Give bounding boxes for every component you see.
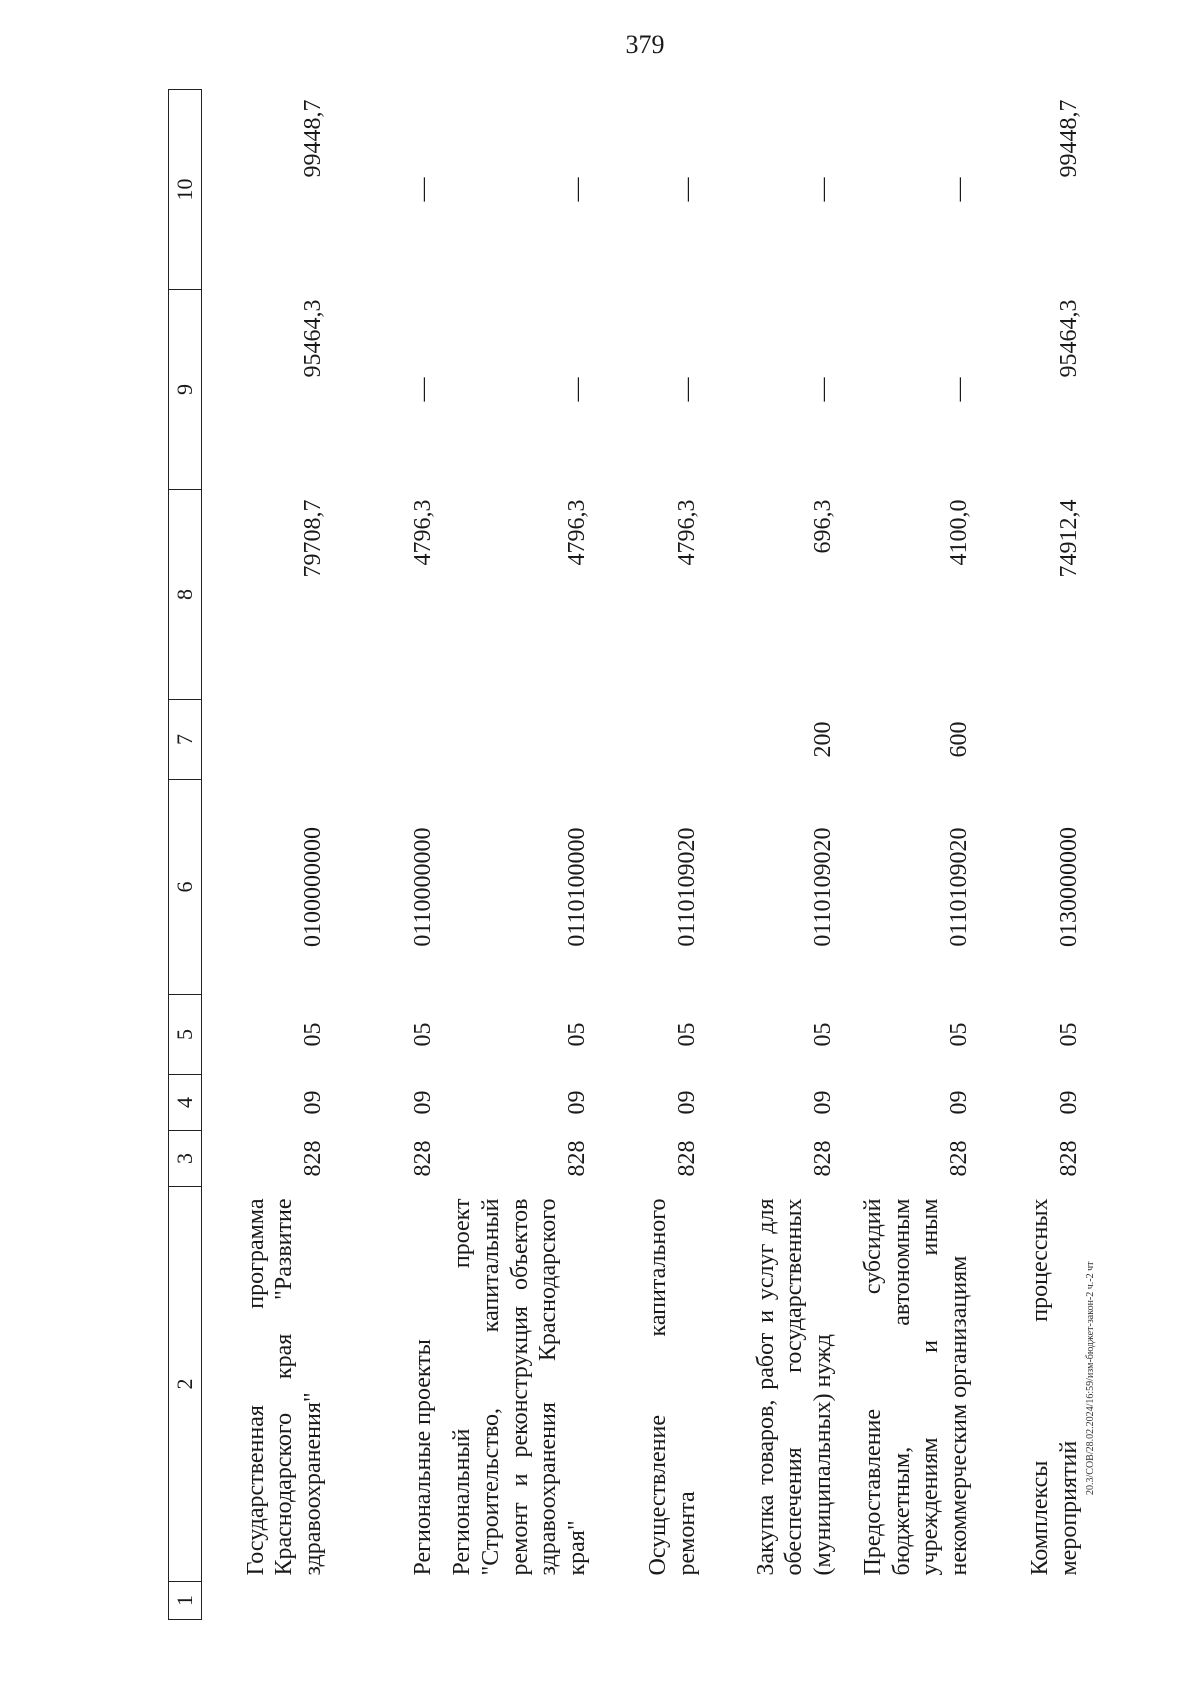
column-header: 6 xyxy=(169,780,202,995)
cell-col10: 99448,7 xyxy=(300,99,327,178)
cell-col6: 0130000000 xyxy=(1056,827,1083,947)
cell-col3: 828 xyxy=(564,1140,591,1177)
cell-col1 xyxy=(848,1582,984,1620)
cell-col9: — xyxy=(564,377,591,402)
cell-col6: 0100000000 xyxy=(300,827,327,947)
table-row xyxy=(202,90,339,1620)
cell-col10: 99448,7 xyxy=(1056,99,1083,178)
cell-col7 xyxy=(202,700,339,780)
cell-col3: 828 xyxy=(300,1140,327,1177)
cell-col6: 0110000000 xyxy=(410,827,437,947)
cell-col1 xyxy=(984,1582,1094,1620)
cell-col4: 09 xyxy=(564,1090,591,1115)
cell-col3: 828 xyxy=(410,1140,437,1177)
page-number: 379 xyxy=(625,30,665,59)
cell-col6: 0110109020 xyxy=(674,827,701,947)
cell-col9: — xyxy=(410,377,437,402)
cell-col5: 05 xyxy=(410,1022,437,1047)
column-header: 5 xyxy=(169,995,202,1075)
table-row xyxy=(984,90,1094,1620)
cell-col4: 09 xyxy=(410,1090,437,1115)
cell-col8: 696,3 xyxy=(810,499,837,554)
column-header: 1 xyxy=(169,1582,202,1620)
cell-description: Комплексы процессных мероприятий xyxy=(1027,1198,1083,1576)
cell-col5: 05 xyxy=(674,1022,701,1047)
table-header-row xyxy=(169,90,202,1620)
cell-description: Закупка товаров, работ и услуг для обеспечения государственных (муниципальных) нужд xyxy=(752,1198,837,1576)
cell-description: Региональные проекты xyxy=(410,1339,437,1576)
cell-col8: 74912,4 xyxy=(1056,499,1083,578)
cell-description: Региональный проект "Строительство, капитальный ремонт и реконструкция объектов здравоохранения Краснодарского края" xyxy=(449,1198,591,1576)
cell-col1 xyxy=(202,1582,339,1620)
cell-col4: 09 xyxy=(810,1090,837,1115)
cell-col6: 0110100000 xyxy=(564,827,591,947)
column-header: 7 xyxy=(169,700,202,780)
cell-col6: 0110109020 xyxy=(810,827,837,947)
cell-col4: 09 xyxy=(300,1090,327,1115)
cell-col8: 4796,3 xyxy=(674,499,701,566)
cell-col10: — xyxy=(946,177,973,202)
cell-description: Государственная программа Краснодарского края "Развитие здравоохранения" xyxy=(242,1198,327,1576)
table-row xyxy=(338,90,448,1620)
cell-col8: 4796,3 xyxy=(410,499,437,566)
cell-col1 xyxy=(712,1582,848,1620)
cell-col7: 600 xyxy=(946,721,973,758)
cell-col5: 05 xyxy=(300,1022,327,1047)
cell-col3: 828 xyxy=(1056,1140,1083,1177)
footer-note: 20.3/COB/28.02.2024/16:59/изм-бюджет-закон-2 ч.-2 чт xyxy=(1085,1261,1096,1495)
cell-col1 xyxy=(338,1582,448,1620)
table-row xyxy=(602,90,712,1620)
cell-col7 xyxy=(602,700,712,780)
cell-col5: 05 xyxy=(946,1022,973,1047)
cell-col10: — xyxy=(810,177,837,202)
column-header: 8 xyxy=(169,490,202,700)
cell-col9: 95464,3 xyxy=(300,299,327,378)
column-header: 2 xyxy=(169,1187,202,1582)
cell-col3: 828 xyxy=(674,1140,701,1177)
cell-col9: 95464,3 xyxy=(1056,299,1083,378)
cell-col7 xyxy=(338,700,448,780)
cell-col9: — xyxy=(946,377,973,402)
cell-col7 xyxy=(984,700,1094,780)
cell-col8: 79708,7 xyxy=(300,499,327,578)
cell-description: Предоставление субсидий бюджетным, автономным учреждениям и иным некоммерческим организациям xyxy=(859,1198,973,1576)
cell-col6: 0110109020 xyxy=(946,827,973,947)
rotated-table-container xyxy=(168,90,1128,1620)
cell-col7: 200 xyxy=(810,721,837,758)
cell-col3: 828 xyxy=(946,1140,973,1177)
column-header: 3 xyxy=(169,1131,202,1187)
table-row xyxy=(848,90,984,1620)
cell-description: Осуществление капитального ремонта xyxy=(645,1198,701,1576)
cell-col1 xyxy=(448,1582,602,1620)
cell-col3: 828 xyxy=(810,1140,837,1177)
table-row xyxy=(712,90,848,1620)
cell-col10: — xyxy=(564,177,591,202)
cell-col10: — xyxy=(674,177,701,202)
cell-col7 xyxy=(448,700,602,780)
cell-col9: — xyxy=(674,377,701,402)
cell-col8: 4100,0 xyxy=(946,499,973,566)
column-header: 10 xyxy=(169,90,202,290)
cell-col1 xyxy=(602,1582,712,1620)
cell-col5: 05 xyxy=(1056,1022,1083,1047)
cell-col10: — xyxy=(410,177,437,202)
cell-col5: 05 xyxy=(810,1022,837,1047)
budget-table xyxy=(168,89,1094,1620)
table-row xyxy=(448,90,602,1620)
cell-col4: 09 xyxy=(946,1090,973,1115)
column-header: 9 xyxy=(169,290,202,490)
cell-col9: — xyxy=(810,377,837,402)
cell-col4: 09 xyxy=(1056,1090,1083,1115)
cell-col4: 09 xyxy=(674,1090,701,1115)
column-header: 4 xyxy=(169,1075,202,1131)
cell-col5: 05 xyxy=(564,1022,591,1047)
cell-col8: 4796,3 xyxy=(564,499,591,566)
